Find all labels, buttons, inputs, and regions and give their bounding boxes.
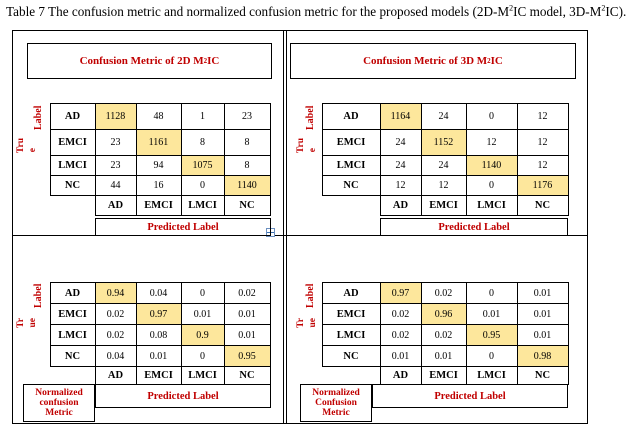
cm3d-true-label: Label bbox=[305, 105, 316, 131]
matrix-cell: 23 bbox=[95, 156, 136, 176]
matrix-cell: 0.94 bbox=[95, 283, 136, 304]
matrix-cell: 1161 bbox=[136, 130, 181, 156]
table-caption: Table 7 The confusion metric and normalized confusion metric for the proposed models ($2D-M^2IC$ model, $3D-M^2IC$). bbox=[6, 3, 626, 19]
row-label-emci: EMCI bbox=[50, 304, 95, 325]
matrix-cell: 0 bbox=[466, 104, 517, 130]
table-row bbox=[30, 176, 270, 196]
matrix-cell: 0 bbox=[181, 346, 224, 367]
cm2d-true-label: Label bbox=[33, 105, 44, 131]
matrix-cell: 0.95 bbox=[224, 346, 270, 367]
table-row bbox=[30, 130, 270, 156]
matrix-cell: 0.01 bbox=[466, 304, 517, 325]
ncm2d-true-short-ue: ue bbox=[28, 318, 38, 328]
col-label-nc: NC bbox=[517, 367, 568, 385]
ncm3d-normalized-label: Normalized Confusion Metric bbox=[300, 384, 372, 422]
table-row bbox=[30, 156, 270, 176]
matrix-cell: 48 bbox=[136, 104, 181, 130]
ncm2d-true-short: Tr bbox=[16, 318, 26, 328]
col-label-emci: EMCI bbox=[421, 367, 466, 385]
col-label-emci: EMCI bbox=[136, 367, 181, 385]
matrix-cell: 0.9 bbox=[181, 325, 224, 346]
table-row bbox=[30, 283, 270, 304]
cm2d-true-short: Tru bbox=[16, 138, 26, 154]
ncm3d-true-label: Label bbox=[305, 283, 316, 309]
matrix-cell: 1140 bbox=[466, 156, 517, 176]
col-label-ad: AD bbox=[380, 196, 421, 216]
matrix-cell: 16 bbox=[136, 176, 181, 196]
col-label-emci: EMCI bbox=[136, 196, 181, 216]
matrix-cell: 0.97 bbox=[380, 283, 421, 304]
matrix-cell: 12 bbox=[517, 104, 568, 130]
matrix-cell: 1075 bbox=[181, 156, 224, 176]
matrix-cell: 24 bbox=[421, 156, 466, 176]
matrix-cell: 0 bbox=[466, 176, 517, 196]
matrix-cell: 94 bbox=[136, 156, 181, 176]
row-label-nc: NC bbox=[50, 176, 95, 196]
table-row bbox=[302, 156, 568, 176]
row-label-nc: NC bbox=[322, 346, 380, 367]
matrix-cell: 0.02 bbox=[95, 304, 136, 325]
matrix-cell: 0.04 bbox=[136, 283, 181, 304]
matrix-cell: 0.95 bbox=[466, 325, 517, 346]
matrix-cell: 24 bbox=[421, 104, 466, 130]
table-row bbox=[30, 325, 270, 346]
matrix-cell: 0 bbox=[181, 176, 224, 196]
matrix-cell: 0 bbox=[181, 283, 224, 304]
matrix-cell: 12 bbox=[517, 130, 568, 156]
row-label-ad: AD bbox=[50, 104, 95, 130]
matrix-cell: 0.01 bbox=[224, 325, 270, 346]
ncm2d-true-label: Label bbox=[33, 283, 44, 309]
matrix-cell: 1 bbox=[181, 104, 224, 130]
col-label-emci: EMCI bbox=[421, 196, 466, 216]
matrix-cell: 0.01 bbox=[517, 283, 568, 304]
cm2d-predicted-label: Predicted Label bbox=[95, 218, 271, 236]
row-label-ad: AD bbox=[322, 283, 380, 304]
col-label-ad: AD bbox=[95, 196, 136, 216]
table-row bbox=[302, 325, 568, 346]
row-label-emci: EMCI bbox=[322, 130, 380, 156]
matrix-cell: 8 bbox=[224, 156, 270, 176]
table-row bbox=[30, 304, 270, 325]
col-label-lmci: LMCI bbox=[181, 196, 224, 216]
ncm2d-predicted-label: Predicted Label bbox=[95, 384, 271, 408]
table-row bbox=[302, 130, 568, 156]
matrix-cell: 8 bbox=[181, 130, 224, 156]
col-label-lmci: LMCI bbox=[466, 367, 517, 385]
row-label-lmci: LMCI bbox=[50, 156, 95, 176]
matrix-cell: 12 bbox=[380, 176, 421, 196]
matrix-cell: 0.01 bbox=[517, 304, 568, 325]
row-label-ad: AD bbox=[50, 283, 95, 304]
cm3d-matrix bbox=[302, 103, 569, 216]
matrix-cell: 24 bbox=[380, 156, 421, 176]
matrix-cell: 0.01 bbox=[421, 346, 466, 367]
matrix-cell: 0.01 bbox=[517, 325, 568, 346]
matrix-cell: 0.02 bbox=[95, 325, 136, 346]
col-label-nc: NC bbox=[517, 196, 568, 216]
matrix-cell: 0.01 bbox=[224, 304, 270, 325]
table-row bbox=[30, 367, 270, 385]
ncm3d-matrix bbox=[302, 282, 569, 385]
matrix-cell: 12 bbox=[466, 130, 517, 156]
cm3d-true-short-e: e bbox=[308, 148, 318, 153]
vertical-divider bbox=[283, 30, 287, 424]
table-row bbox=[302, 304, 568, 325]
matrix-cell: 0.01 bbox=[380, 346, 421, 367]
row-label-nc: NC bbox=[322, 176, 380, 196]
matrix-cell: 12 bbox=[517, 156, 568, 176]
matrix-cell: 0.04 bbox=[95, 346, 136, 367]
matrix-cell: 0.02 bbox=[421, 283, 466, 304]
table-row bbox=[30, 104, 270, 130]
matrix-cell: 44 bbox=[95, 176, 136, 196]
matrix-cell: 0.02 bbox=[421, 325, 466, 346]
table-row bbox=[302, 196, 568, 216]
row-label-emci: EMCI bbox=[322, 304, 380, 325]
matrix-cell: 0.02 bbox=[224, 283, 270, 304]
matrix-cell: 0 bbox=[466, 283, 517, 304]
col-label-lmci: LMCI bbox=[466, 196, 517, 216]
matrix-cell: 0.96 bbox=[421, 304, 466, 325]
row-label-emci: EMCI bbox=[50, 130, 95, 156]
cm2d-true-short-e: e bbox=[28, 148, 38, 153]
matrix-cell: 0.01 bbox=[136, 346, 181, 367]
row-label-lmci: LMCI bbox=[322, 156, 380, 176]
matrix-cell: 0.01 bbox=[181, 304, 224, 325]
ncm3d-true-short-ue: ue bbox=[308, 318, 318, 328]
matrix-cell: 1152 bbox=[421, 130, 466, 156]
matrix-cell: 0 bbox=[466, 346, 517, 367]
col-label-ad: AD bbox=[380, 367, 421, 385]
matrix-cell: 0.97 bbox=[136, 304, 181, 325]
matrix-cell: 24 bbox=[380, 130, 421, 156]
table-row bbox=[302, 367, 568, 385]
matrix-cell: 0.98 bbox=[517, 346, 568, 367]
row-label-ad: AD bbox=[322, 104, 380, 130]
table-row bbox=[30, 196, 270, 216]
table-row bbox=[302, 104, 568, 130]
row-label-lmci: LMCI bbox=[322, 325, 380, 346]
table-row bbox=[302, 346, 568, 367]
cm2d-title: Confusion Metric of 2D M 2 IC bbox=[27, 43, 272, 79]
cm2d-matrix bbox=[30, 103, 271, 216]
table-row bbox=[30, 346, 270, 367]
row-label-lmci: LMCI bbox=[50, 325, 95, 346]
ncm2d-normalized-label: Normalized confusion Metric bbox=[23, 384, 95, 422]
table-row bbox=[302, 283, 568, 304]
matrix-cell: 0.02 bbox=[380, 304, 421, 325]
col-label-nc: NC bbox=[224, 367, 270, 385]
matrix-cell: 8 bbox=[224, 130, 270, 156]
matrix-cell: 0.08 bbox=[136, 325, 181, 346]
table-row bbox=[302, 176, 568, 196]
col-label-ad: AD bbox=[95, 367, 136, 385]
matrix-cell: 23 bbox=[224, 104, 270, 130]
row-label-nc: NC bbox=[50, 346, 95, 367]
cm3d-title: Confusion Metric of 3D M 2 IC bbox=[290, 43, 576, 79]
cm3d-true-short: Tru bbox=[296, 138, 306, 154]
matrix-cell: 0.02 bbox=[380, 325, 421, 346]
matrix-cell: 1140 bbox=[224, 176, 270, 196]
matrix-cell: 12 bbox=[421, 176, 466, 196]
ncm3d-true-short: Tr bbox=[296, 318, 306, 328]
matrix-cell: 23 bbox=[95, 130, 136, 156]
matrix-cell: 1176 bbox=[517, 176, 568, 196]
matrix-cell: 1164 bbox=[380, 104, 421, 130]
ncm3d-predicted-label: Predicted Label bbox=[372, 384, 568, 408]
col-label-nc: NC bbox=[224, 196, 270, 216]
col-label-lmci: LMCI bbox=[181, 367, 224, 385]
ncm2d-matrix bbox=[30, 282, 271, 385]
matrix-cell: 1128 bbox=[95, 104, 136, 130]
cm3d-predicted-label: Predicted Label bbox=[380, 218, 568, 236]
